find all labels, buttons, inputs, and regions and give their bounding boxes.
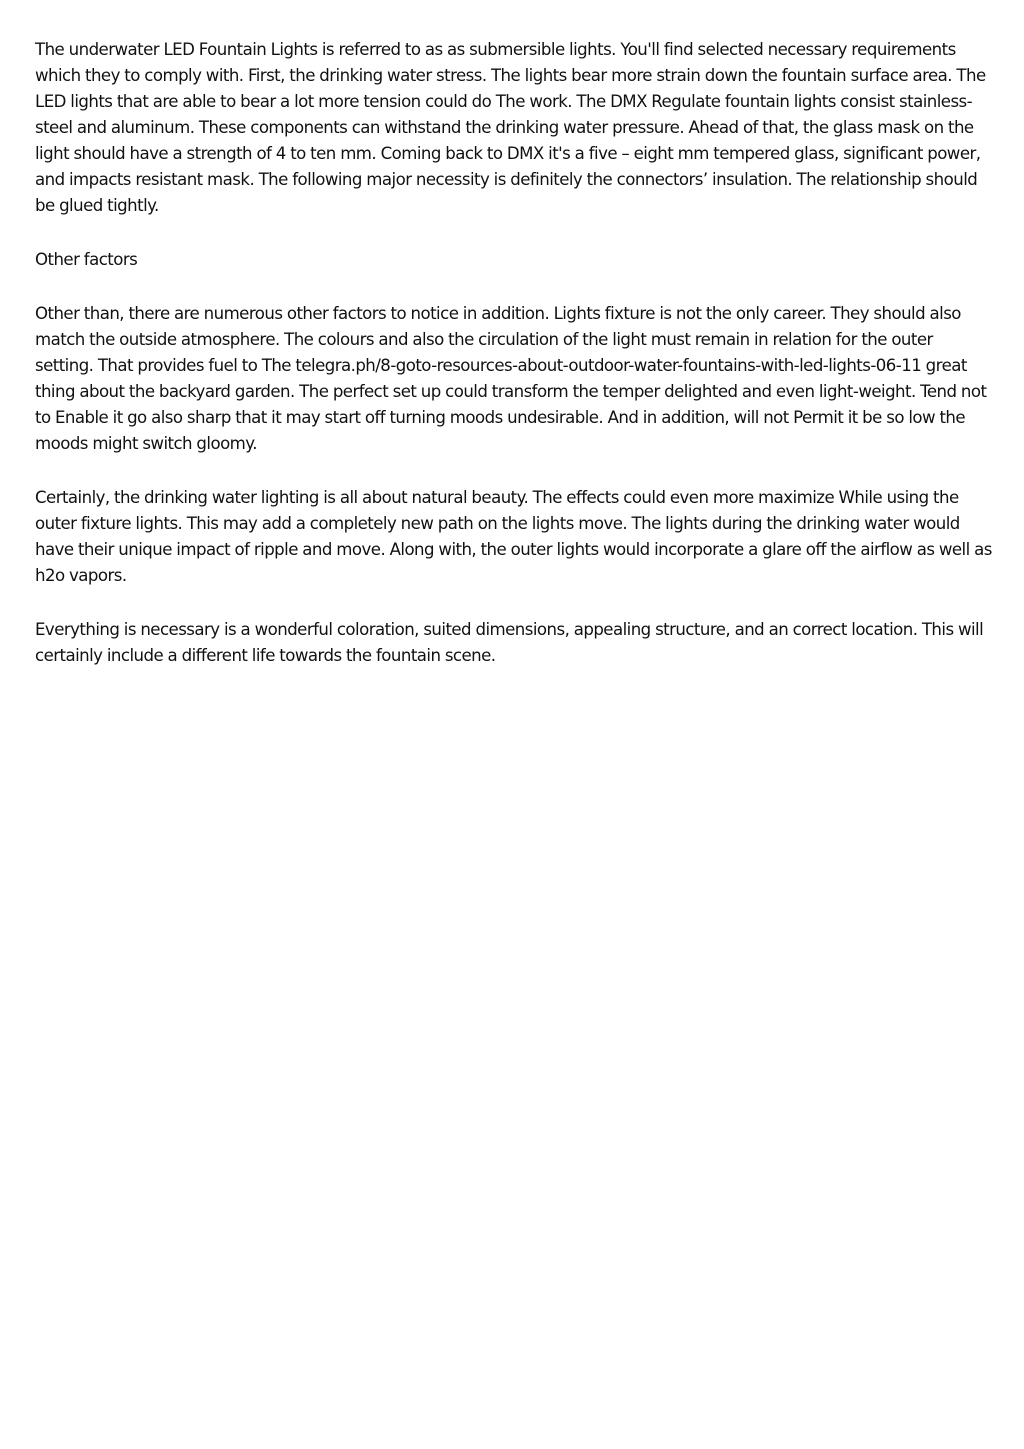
paragraph-intro: The underwater LED Fountain Lights is referred to as as submersible lights. You'll find selected necessary requirements which they to comply with. First, the drinking water stress. The lights bear more strain down the fountain surface area. The LED lights that are able to bear a lot more tension could do The work. The DMX Regulate fountain lights consist stainless-steel and aluminum. These components can withstand the drinking water pressure. Ahead of that, the glass mask on the light should have a strength of 4 to ten mm. Coming back to DMX it's a five – eight mm tempered glass, significant power, and impacts resistant mask. The following major necessity is definitely the connectors’ insulation. The relationship should be glued tightly.	[35, 40, 986, 215]
section-heading-other-factors: Other factors	[35, 250, 138, 269]
paragraph-other-factors: Other than, there are numerous other factors to notice in addition. Lights fixture is not the only career. They should also match the outside atmosphere. The colours and also the circulation of the light must remain in relation for the outer setting. That provides fuel to The telegra.ph/8-goto-resources-about-outdoor-water-fountains-with-led-lights-06-11 great thing about the backyard garden. The perfect set up could transform the temper delighted and even light-weight. Tend not to Enable it go also sharp that it may start off turning moods undesirable. And in addition, will not Permit it be so low the moods might switch gloomy.	[35, 304, 987, 453]
paragraph-conclusion: Everything is necessary is a wonderful coloration, suited dimensions, appealing structure, and an correct location. This will certainly include a different life towards the fountain scene.	[35, 620, 984, 665]
paragraph-natural-beauty: Certainly, the drinking water lighting is all about natural beauty. The effects could even more maximize While using the outer fixture lights. This may add a completely new path on the lights move. The lights during the drinking water would have their unique impact of ripple and move. Along with, the outer lights would incorporate a glare off the airflow as well as h2o vapors.	[35, 488, 992, 585]
